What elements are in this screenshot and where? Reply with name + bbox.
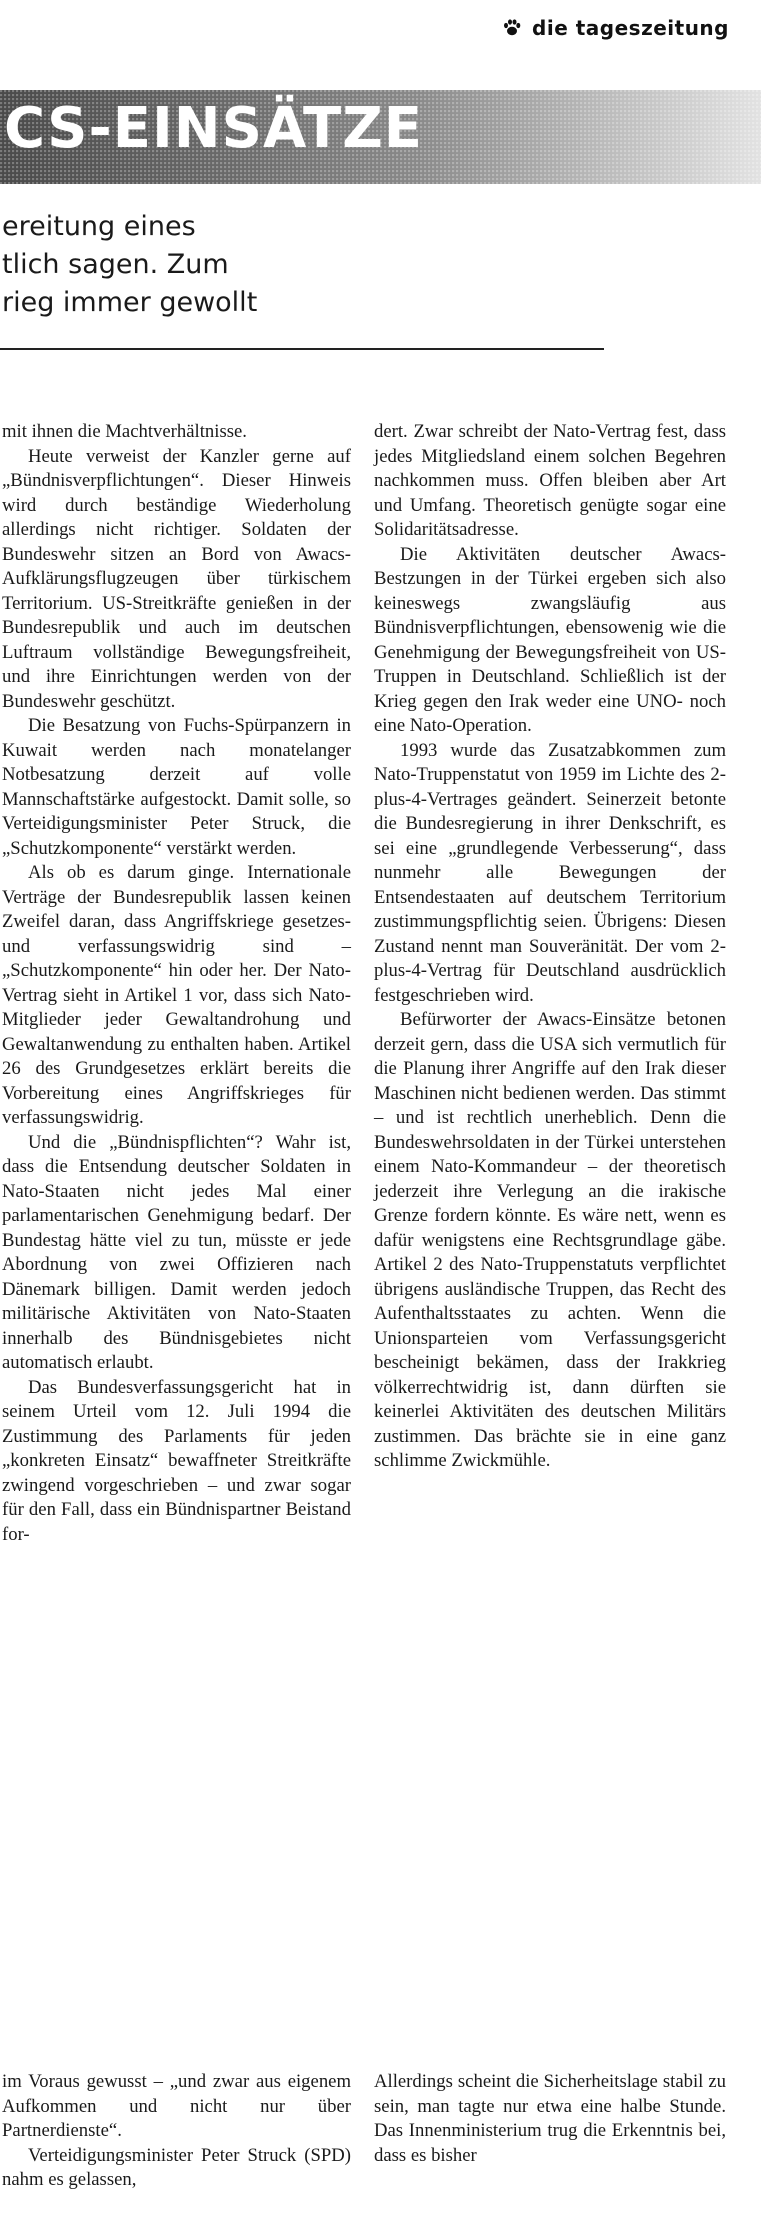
paragraph: Befürworter der Awacs-Einsätze betonen derzeit gern, dass die USA sich vermutlich für die Planung ihrer Angriffe auf den Irak dieser Maschinen nicht bedienen werden. Das stimmt – und ist rechtlich unerheblich. Denn die Bundeswehrsoldaten in der Türkei unterstehen einem Nato-Kommandeur – der theoretisch jederzeit ihre Verlegung an die irakische Grenze fordern könnte. Es wäre nett, wenn es dafür wenigstens eine Rechtsgrundlage gäbe. Artikel 2 des Nato-Truppenstatuts verpflichtet übrigens ausländische Truppen, das Recht des Aufenthaltsstaates zu achten. Wenn die Unionsparteien vom Verfassungsgericht bescheinigt bekämen, dass der Irakkrieg völkerrechtwidrig ist, dann dürften sie keinerlei Aktivitäten des deutschen Militärs zustimmen. Das brächte sie in eine ganz schlimme Zwickmühle. [374, 1009, 726, 1471]
paragraph: Die Aktivitäten deutscher Awacs-Bestzungen in der Türkei ergeben sich also keineswegs zwangsläufig aus Bündnisverpflichtungen, ebensowenig wie die Genehmigung der Bewegungsfreiheit von US-Truppen in Deutschland. Schließlich ist der Krieg gegen den Irak weder eine UNO- noch eine Nato-Operation. [374, 543, 726, 736]
lower-column-1 [2, 2070, 351, 2193]
paragraph: mit ihnen die Machtverhältnisse. [2, 421, 247, 442]
lower-column-2 [374, 2070, 726, 2168]
paragraph: Verteidigungsminister Peter Struck (SPD) nahm es gelassen, [2, 2144, 351, 2190]
banner-title: CS-EINSÄTZE [4, 96, 424, 161]
masthead [502, 16, 729, 40]
paragraph: Und die „Bündnispflichten“? Wahr ist, dass die Entsendung deutscher Soldaten in Nato-Staaten nicht jedes Mal einer parlamentarischen Genehmigung bedarf. Der Bundestag hätte viel zu tun, müsste er jede Abordnung von zwei Offizieren nach Dänemark billigen. Damit werden jedoch militärische Aktivitäten von Nato-Staaten innerhalb des Bündnisgebietes nicht automatisch erlaubt. [2, 1131, 351, 1373]
paper-name: die tageszeitung [532, 16, 729, 40]
paragraph: Die Besatzung von Fuchs-Spürpanzern in Kuwait werden nach monatelanger Notbesatzung derzeit auf volle Mannschaftstärke aufgestockt. Damit solle, so Verteidigungsminister Peter Struck, die „Schutzkomponente“ verstärkt werden. [2, 715, 351, 859]
deck-line: tlich sagen. Zum [2, 249, 229, 280]
divider-rule [0, 348, 604, 350]
taz-paw-icon [502, 18, 522, 38]
deck-line: ereitung eines [2, 211, 196, 242]
article-column-2 [374, 420, 726, 1474]
deck-line: rieg immer gewollt [2, 287, 258, 318]
paragraph: Allerdings scheint die Sicherheitslage stabil zu sein, man tagte nur etwa eine halbe Stunde. Das Innenministerium trug die Erkenntnis bei, dass es bisher [374, 2071, 726, 2166]
article-deck [2, 208, 257, 322]
article-column-1 [2, 420, 351, 1547]
paragraph: im Voraus gewusst – „und zwar aus eigenem Aufkommen und nicht nur über Partnerdienste“. [2, 2071, 351, 2141]
paragraph: Das Bundesverfassungsgericht hat in seinem Urteil vom 12. Juli 1994 die Zustimmung des Parlaments für jeden „konkreten Einsatz“ bewaffneter Streitkräfte zwingend vorgeschrieben – und zwar sogar für den Fall, dass ein Bündnispartner Beistand for- [2, 1376, 351, 1545]
paragraph: Heute verweist der Kanzler gerne auf „Bündnisverpflichtungen“. Dieser Hinweis wird durch beständige Wiederholung allerdings nicht richtiger. Soldaten der Bundeswehr sitzen an Bord von Awacs-Aufklärungsflugzeugen über türkischem Territorium. US-Streitkräfte genießen in der Bundesrepublik und auch im deutschen Luftraum vollständige Bewegungsfreiheit, und ihre Einrichtungen werden von der Bundeswehr geschützt. [2, 445, 351, 712]
section-banner [0, 90, 761, 184]
paragraph: Als ob es darum ginge. Internationale Verträge der Bundesrepublik lassen keinen Zweifel daran, dass Angriffskriege gesetzes- und verfassungswidrig sind – „Schutzkomponente“ hin oder her. Der Nato-Vertrag sieht in Artikel 1 vor, dass sich Nato-Mitglieder jeder Gewaltandrohung und Gewaltanwendung zu enthalten haben. Artikel 26 des Grundgesetzes erklärt bereits die Vorbereitung eines Angriffskrieges für verfassungswidrig. [2, 862, 351, 1128]
paragraph: 1993 wurde das Zusatzabkommen zum Nato-Truppenstatut von 1959 im Lichte des 2-plus-4-Vertrages geändert. Seinerzeit betonte die Bundesregierung in ihrer Denkschrift, es sei eine „grundlegende Verbesserung“, dass nunmehr alle Bewegungen der Entsendestaaten auf deutschem Territorium zustimmungspflichtig seien. Übrigens: Diesen Zustand nennt man Souveränität. Der vom 2-plus-4-Vertrag für Deutschland ausdrücklich festgeschrieben wird. [374, 739, 726, 1006]
paragraph: dert. Zwar schreibt der Nato-Vertrag fest, dass jedes Mitgliedsland einem solchen Begehren nachkommen muss. Offen bleiben aber Art und Umfang. Theoretisch genügte sogar eine Solidaritätsadresse. [374, 421, 726, 540]
